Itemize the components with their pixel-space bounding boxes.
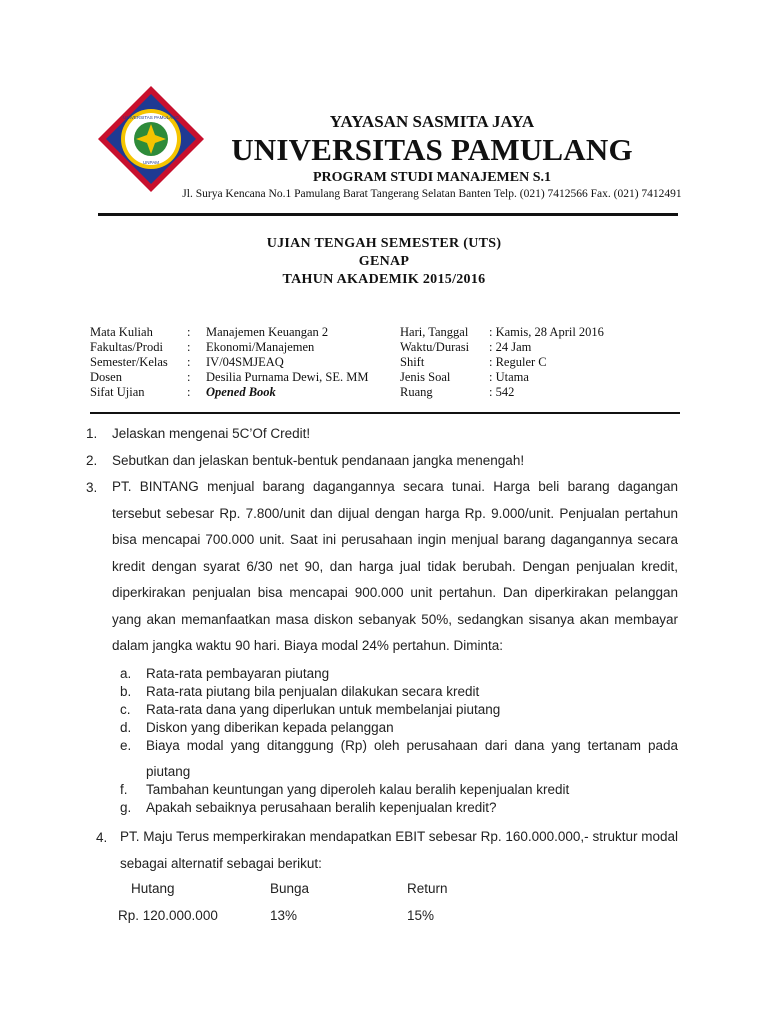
info-label: Dosen — [90, 370, 122, 384]
table-cell-hutang: Rp. 120.000.000 — [118, 908, 218, 923]
info-value: : Utama — [489, 370, 529, 384]
item-letter: a. — [120, 666, 132, 681]
university-address: Jl. Surya Kencana No.1 Pamulang Barat Tangerang Selatan Banten Telp. (021) 7412566 Fax. (021) 7412491 — [182, 188, 682, 200]
table-header-bunga: Bunga — [270, 881, 310, 896]
item-text: Rata-rata pembayaran piutang — [146, 666, 330, 681]
info-left-values — [206, 325, 368, 400]
item-text: Rata-rata dana yang diperlukan untuk membelanjai piutang — [146, 702, 501, 717]
info-label: Hari, Tanggal — [400, 325, 469, 339]
question-number: 2. — [86, 453, 98, 468]
item-letter: c. — [120, 702, 131, 717]
question-3 — [86, 480, 97, 495]
info-value: Manajemen Keuangan 2 — [206, 325, 329, 339]
question-4-text: PT. Maju Terus memperkirakan mendapatkan EBIT sebesar Rp. 160.000.000,- struktur modal sebagai alternatif sebagai berikut: — [120, 829, 678, 871]
info-label: Waktu/Durasi — [400, 340, 470, 354]
info-sep: : — [187, 325, 191, 339]
question-number: 4. — [96, 830, 108, 845]
info-left-labels — [90, 325, 168, 400]
info-label: Fakultas/Prodi — [90, 340, 163, 354]
question-number: 1. — [86, 426, 98, 441]
info-value: : 24 Jam — [489, 340, 532, 354]
info-label: Jenis Soal — [400, 370, 451, 384]
item-letter: f. — [120, 782, 128, 797]
item-text: Biaya modal yang ditanggung (Rp) oleh perusahaan dari dana yang tertanam pada piutang — [146, 738, 678, 779]
table-header-return: Return — [407, 881, 448, 896]
info-label: Semester/Kelas — [90, 355, 168, 369]
exam-title: UJIAN TENGAH SEMESTER (UTS) — [266, 236, 502, 251]
info-sep: : — [187, 340, 191, 354]
info-right-values — [489, 325, 604, 400]
table-cell-bunga: 13% — [270, 908, 298, 923]
info-value: : Kamis, 28 April 2016 — [489, 325, 604, 339]
info-value: IV/04SMJEAQ — [206, 355, 284, 369]
info-sep: : — [187, 355, 191, 369]
logo-ring-text-top: UNIVERSITAS PAMULANG — [123, 115, 179, 120]
info-right-labels — [400, 325, 469, 400]
info-value: : 542 — [489, 385, 515, 399]
program-name: PROGRAM STUDI MANAJEMEN S.1 — [313, 170, 551, 185]
info-label: Shift — [400, 355, 425, 369]
exam-semester: GENAP — [358, 254, 410, 269]
question-1-text: Jelaskan mengenai 5C’Of Credit! — [112, 426, 311, 441]
item-letter: e. — [120, 738, 132, 753]
info-label: Ruang — [400, 385, 433, 399]
info-value: : Reguler C — [489, 355, 547, 369]
info-value: Opened Book — [206, 385, 276, 399]
question-3-text: PT. BINTANG menjual barang dagangannya secara tunai. Harga beli barang dagangan tersebut sebesar Rp. 7.800/unit dan dijual dengan harga Rp. 9.000/unit. Penjualan pertahun bisa mencapai 700.000 unit. Saat ini perusahaan ingin menjual barang dagangannya secara kredit dengan syarat 6/30 net 90, dan harga jual tidak berubah. Dengan penjualan kredit, diperkirakan penjualan bisa mencapai 900.000 unit pertahun. Dan diperkirakan pelanggan yang akan memanfaatkan masa diskon sebanyak 50%, sedangkan sisanya akan membayar dalam jangka waktu 90 hari. Biaya modal 24% pertahun. Diminta: — [112, 479, 678, 653]
info-value: Ekonomi/Manajemen — [206, 340, 315, 354]
table-header-hutang: Hutang — [131, 881, 175, 896]
item-letter: b. — [120, 684, 132, 699]
item-text: Apakah sebaiknya perusahaan beralih kepenjualan kredit? — [146, 800, 497, 815]
item-text: Tambahan keuntungan yang diperoleh kalau beralih kepenjualan kredit — [146, 782, 570, 797]
question-2-text: Sebutkan dan jelaskan bentuk-bentuk pendanaan jangka menengah! — [112, 453, 525, 468]
info-label: Mata Kuliah — [90, 325, 153, 339]
info-sep: : — [187, 385, 191, 399]
university-name: UNIVERSITAS PAMULANG — [231, 132, 633, 167]
item-text: Diskon yang diberikan kepada pelanggan — [146, 720, 394, 735]
item-letter: g. — [120, 800, 132, 815]
info-left-seps — [187, 325, 190, 400]
item-text: Rata-rata piutang bila penjualan dilakukan secara kredit — [146, 684, 480, 699]
table-cell-return: 15% — [407, 908, 435, 923]
info-label: Sifat Ujian — [90, 385, 145, 399]
exam-year: TAHUN AKADEMIK 2015/2016 — [282, 272, 486, 287]
question-4 — [96, 830, 107, 845]
yayasan-name: YAYASAN SASMITA JAYA — [329, 112, 535, 131]
info-value: Desilia Purnama Dewi, SE. MM — [206, 370, 369, 384]
logo-ring-text-bottom: UNPAM — [143, 160, 159, 165]
header-divider — [98, 213, 678, 216]
info-sep: : — [187, 370, 191, 384]
question-number: 3. — [86, 480, 98, 495]
item-letter: d. — [120, 720, 132, 735]
info-divider — [90, 412, 680, 414]
question-2 — [86, 453, 97, 468]
question-1 — [86, 426, 97, 441]
